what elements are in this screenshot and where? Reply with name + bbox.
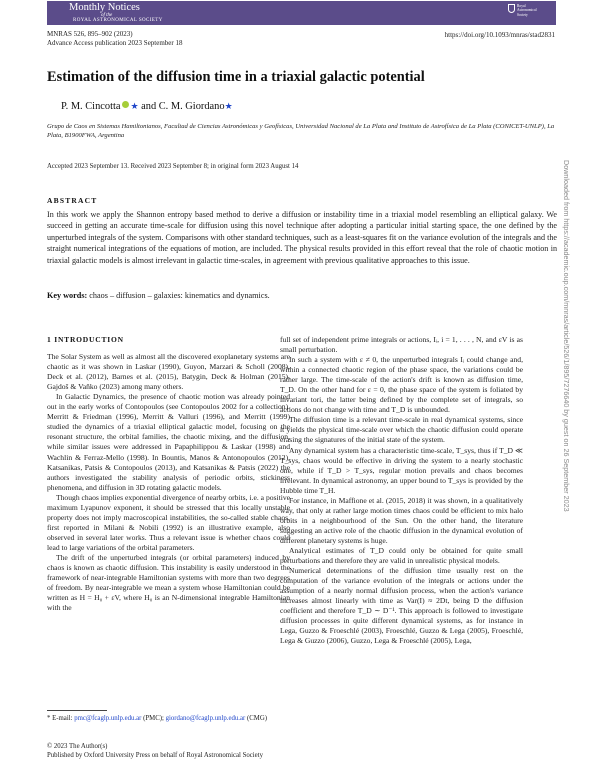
affiliation: Grupo de Caos en Sistemas Hamiltonianos, Facultad de Ciencias Astronómicas y Geofísicas, Universidad Nacional de La Plata and Instituto de Astrofísica de La Plata (CONICET-UNLP), La Plata, B1900FWA, Argentina <box>47 123 555 139</box>
footnote-middle: (PMC); <box>141 715 166 722</box>
keywords <box>47 291 270 300</box>
journal-society: ROYAL ASTRONOMICAL SOCIETY <box>73 18 163 23</box>
advance-access: Advance Access publication 2023 September 18 <box>47 39 183 47</box>
copyright-line-2: Published by Oxford University Press on behalf of Royal Astronomical Society <box>47 752 263 759</box>
copyright <box>47 742 263 760</box>
paragraph: The diffusion time is a relevant time-scale in real dynamical systems, since it yields the physical time-scale over which the chaotic diffusion could operate erasing the signatures of the initial state of the system. <box>280 415 523 445</box>
paragraph: The Solar System as well as almost all the discovered exoplanetary systems are chaotic as it was shown in Laskar (1990), Guyon, Marzari & Scholl (2008), Deck et al. (2012), Barnes et al. (2015), Batygin, Deck & Holman (2015), Gajdoš & Vaňko (2023) among many others. <box>47 352 290 392</box>
footnote-prefix: * E-mail: <box>47 715 75 722</box>
paragraph: For instance, in Maffione et al. (2015, 2018) it was shown, in a qualitatively way, that only at rather large motion times chaos could be efficient to mix halo orbits in a neighbourhood of the Sun. On the other hand, the literature suggesting an active role of the chaotic diffusion in the dynamical evolution of different planetary systems is huge. <box>280 495 523 545</box>
article-title: Estimation of the diffusion time in a triaxial galactic potential <box>47 69 425 85</box>
journal-banner <box>47 1 556 25</box>
paragraph: full set of independent prime integrals or actions, Iᵢ, i = 1, . . . , N, and εV is as small perturbation. <box>280 335 523 355</box>
journal-of: of the <box>101 13 113 18</box>
footnote <box>47 714 290 723</box>
email-link-2[interactable]: giordano@fcaglp.unlp.edu.ar <box>165 715 246 722</box>
abstract-text: In this work we apply the Shannon entropy based method to derive a diffusion or instability time in a triaxial model resembling an elliptical galaxy. We succeed in getting an accurate time-scale for diffusion using this novel technique after adopting a particular initial starting space, the one defined by the unperturbed integrals of the system. Comparisons with other standard techniques, such as a least-squares fit on the variance evolution of the integrals and the straight numerical integrations of the equations of motion, are included. The physical results provided in this effort reveal that the role of chaotic motion in triaxial galactic models is almost irrelevant in galactic time-scales, in agreement with previous qualitative approaches to this issue. <box>47 210 557 265</box>
logo-line-2: Astronomical <box>517 8 537 13</box>
column-left <box>47 335 290 613</box>
paragraph: Numerical determinations of the diffusion time usually rest on the computation of the variance evolution of the integrals or actions under the assumption of a nearly normal diffusion process, when the action's variance increases almost linearly with time as Var(I) ≈ 2Dt, being D the diffusion coefficient and therefore T_D ∼ D⁻¹. This approach is followed to investigate diffusion processes in quite different dynamical systems, as for instance in Lega, Guzzo & Froeschlé (2003), Froeschlé, Guzzo & Lega (2005), Froeschlé, Lega & Guzzo (2006), Guzzo, Lega & Froeschlé (2005), Lega, <box>280 566 523 646</box>
paragraph: Though chaos implies exponential divergence of nearby orbits, i.e. a positive maximum Lyapunov exponent, it should be stressed that this locally unstable property does not imply macroscopical instabilities, the so-called stable chaos, first reported in Milani & Nobili (1992) is an illustrative example, also observed in several later works. Thus a relevant issue is whether chaos could lead to large variations of the orbital parameters. <box>47 492 290 552</box>
paragraph: The drift of the unperturbed integrals (or orbital parameters) induced by chaos is known as chaotic diffusion. This instability is easily understood in the framework of near-integrable Hamiltonian systems with more than two degrees of freedom. By near-integrable we mean a system whose Hamiltonian could be written as H = H₀ + εV, where H₀ is an N-dimensional integrable Hamiltonian with the <box>47 552 290 613</box>
star-icon[interactable]: ★ <box>224 101 233 111</box>
logo-line-3: Society <box>517 12 528 17</box>
society-logo <box>508 4 542 22</box>
footnote-suffix: (CMG) <box>245 715 267 722</box>
abstract-heading: ABSTRACT <box>47 196 98 205</box>
orcid-icon[interactable] <box>122 101 129 108</box>
email-link-1[interactable]: pmc@fcaglp.unlp.edu.ar <box>74 715 142 722</box>
journal-name: Monthly Notices <box>69 2 140 13</box>
logo-line-1: Royal <box>517 4 526 8</box>
section-heading: 1 INTRODUCTION <box>47 335 124 344</box>
keywords-label: Key words: <box>47 291 88 300</box>
paragraph: Any dynamical system has a characteristic time-scale, T_sys, thus if T_D ≪ T_sys, chaos would be effective in driving the system to a nearly stochastic one, while if T_D > T_sys, regular motion prevails and chaos becomes irrelevant. In dynamical astronomy, an upper bound to T_sys is provided by the Hubble time T_H. <box>280 445 523 495</box>
star-icon[interactable]: ★ <box>130 101 139 111</box>
crest-icon <box>508 4 515 13</box>
copyright-line-1: © 2023 The Author(s) <box>47 743 108 750</box>
paragraph: In such a system with ε ≠ 0, the unperturbed integrals Iᵢ could change and, within a connected chaotic region of the phase space, the variations could be rather large. The time-scale of the action's drift is known as diffusion time, T_D. On the other hand for ε = 0, the phase space of the system is foliated by invariant tori, the latter being defined by the complete set of integrals, so actions do not change with time and T_D is unbounded. <box>280 355 523 415</box>
doi-link[interactable]: https://doi.org/10.1093/mnras/stad2831 <box>444 31 555 39</box>
authors <box>61 101 233 112</box>
accepted-dates: Accepted 2023 September 13. Received 2023 September 8; in original form 2023 August 14 <box>47 163 299 170</box>
download-note: Downloaded from https://academic.oup.com/mnras/article/526/1/895/7276640 by guest on 26 September 2023 <box>562 160 571 512</box>
column-right <box>280 335 523 646</box>
paragraph: Analytical estimates of T_D could only be obtained for quite small perturbations and therefore they are valid in unrealistic physical models. <box>280 545 523 566</box>
citation: MNRAS 526, 895–902 (2023) <box>47 30 133 38</box>
keywords-list: chaos – diffusion – galaxies: kinematics and dynamics. <box>87 291 270 300</box>
author-2[interactable]: and C. M. Giordano <box>138 101 225 112</box>
paragraph: In Galactic Dynamics, the presence of chaotic motion was already pointed out in the early works of Contopoulos (see Contopoulos 2002 for a collection). Merritt & Friedman (1996), Merritt & Valluri (1996), and Merritt (1999) studied the dynamics of a triaxial elliptical galactic model, focusing on the resonant structure, the orbital families, the chaotic mixing, and the diffusion, while similar issues were addressed in Papaphilippou & Laskar (1998) and Wachlin & Ferraz-Mello (1998). In Bountis, Manos & Antonopoulos (2012), Katsanikas, Patsis & Contopoulos (2013), and Katsanikas & Patsis (2022) the authors investigated the stability analysis of periodic orbits, stickiness phenomena, and diffusion in 3D rotating galactic models. <box>47 392 290 492</box>
footnote-divider <box>47 710 107 711</box>
author-1[interactable]: P. M. Cincotta <box>61 101 121 112</box>
